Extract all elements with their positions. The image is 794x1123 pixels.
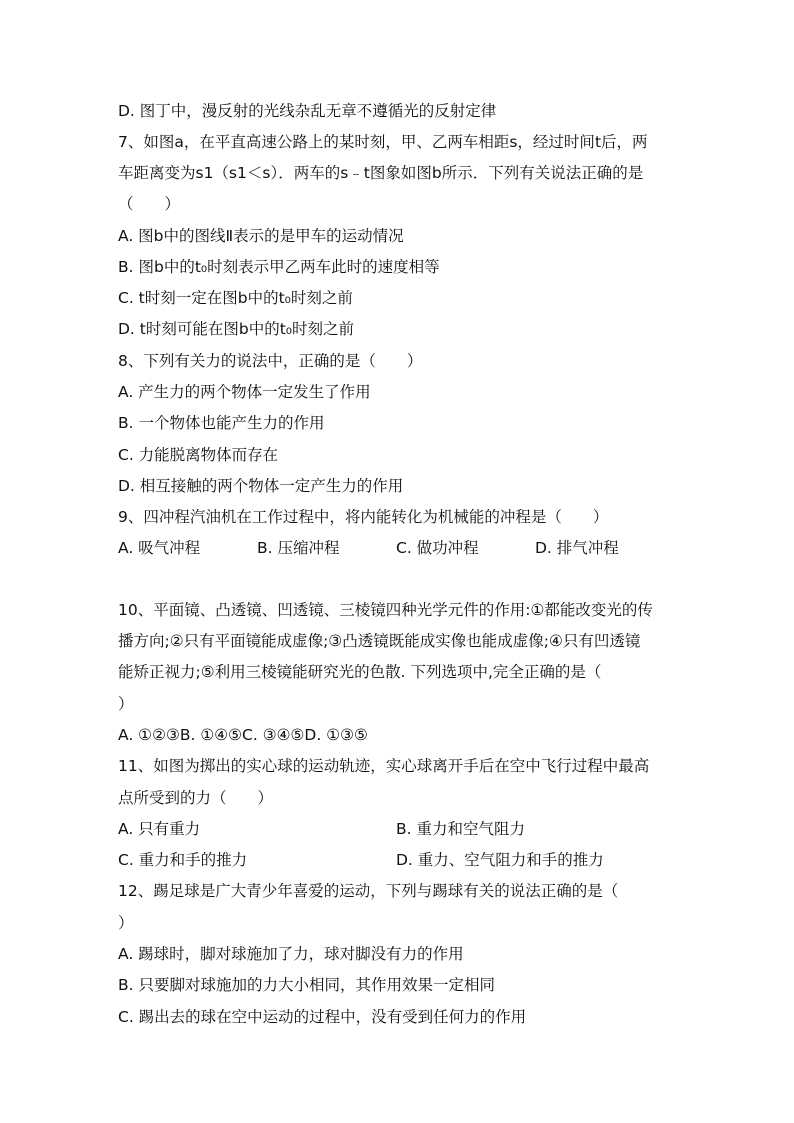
- q11-option-c: C. 重力和手的推力: [118, 851, 248, 869]
- q12-stem-line-2: ）: [118, 914, 134, 932]
- q11-option-d: D. 重力、空气阻力和手的推力: [396, 851, 604, 869]
- q8-option-a: A. 产生力的两个物体一定发生了作用: [118, 383, 371, 401]
- q11-stem-line-2: 点所受到的力（ ）: [118, 789, 274, 807]
- q11-option-b: B. 重力和空气阻力: [396, 820, 525, 838]
- q7-option-b: B. 图b中的t₀时刻表示甲乙两车此时的速度相等: [118, 258, 440, 276]
- q7-stem-line-2: 车距离变为s1（s1＜s）．两车的s﹣t图象如图b所示．下列有关说法正确的是: [118, 164, 644, 182]
- q11-option-a: A. 只有重力: [118, 820, 201, 838]
- q6-option-d: D. 图丁中，漫反射的光线杂乱无章不遵循光的反射定律: [118, 102, 497, 120]
- q7-answer-bracket: （ ）: [118, 195, 181, 213]
- q10-stem-line-2: 播方向;②只有平面镜能成虚像;③凸透镜既能成实像也能成虚像;④只有凹透镜: [118, 632, 641, 650]
- q9-option-c: C. 做功冲程: [396, 539, 479, 557]
- q8-option-c: C. 力能脱离物体而存在: [118, 446, 279, 464]
- q8-option-b: B. 一个物体也能产生力的作用: [118, 414, 325, 432]
- q10-stem-line-1: 10、平面镜、凸透镜、凹透镜、三棱镜四种光学元件的作用:①都能改变光的传: [118, 601, 653, 619]
- q9-stem: 9、四冲程汽油机在工作过程中，将内能转化为机械能的冲程是（ ）: [118, 508, 609, 526]
- q7-option-c: C. t时刻一定在图b中的t₀时刻之前: [118, 289, 353, 307]
- q12-stem-line-1: 12、踢足球是广大青少年喜爱的运动，下列与踢球有关的说法正确的是（: [118, 882, 619, 900]
- q12-option-a: A. 踢球时，脚对球施加了力，球对脚没有力的作用: [118, 945, 464, 963]
- q7-option-a: A. 图b中的图线Ⅱ表示的是甲车的运动情况: [118, 227, 404, 245]
- q12-option-b: B. 只要脚对球施加的力大小相同，其作用效果一定相同: [118, 976, 495, 994]
- q7-option-d: D. t时刻可能在图b中的t₀时刻之前: [118, 320, 354, 338]
- q7-stem-line-1: 7、如图a，在平直高速公路上的某时刻，甲、乙两车相距s，经过时间t后，两: [118, 133, 648, 151]
- q8-stem: 8、下列有关力的说法中，正确的是（ ）: [118, 352, 423, 370]
- q9-option-a: A. 吸气冲程: [118, 539, 201, 557]
- q11-stem-line-1: 11、如图为掷出的实心球的运动轨迹，实心球离开手后在空中飞行过程中最高: [118, 757, 650, 775]
- q10-stem-line-3: 能矫正视力;⑤利用三棱镜能研究光的色散. 下列选项中,完全正确的是（: [118, 663, 602, 681]
- q10-stem-line-4: ）: [118, 695, 134, 713]
- q8-option-d: D. 相互接触的两个物体一定产生力的作用: [118, 477, 404, 495]
- q9-option-d: D. 排气冲程: [535, 539, 619, 557]
- q10-options: A. ①②③B. ①④⑤C. ③④⑤D. ①③⑤: [118, 726, 368, 744]
- q9-option-b: B. 压缩冲程: [257, 539, 340, 557]
- q12-option-c: C. 踢出去的球在空中运动的过程中，没有受到任何力的作用: [118, 1008, 527, 1026]
